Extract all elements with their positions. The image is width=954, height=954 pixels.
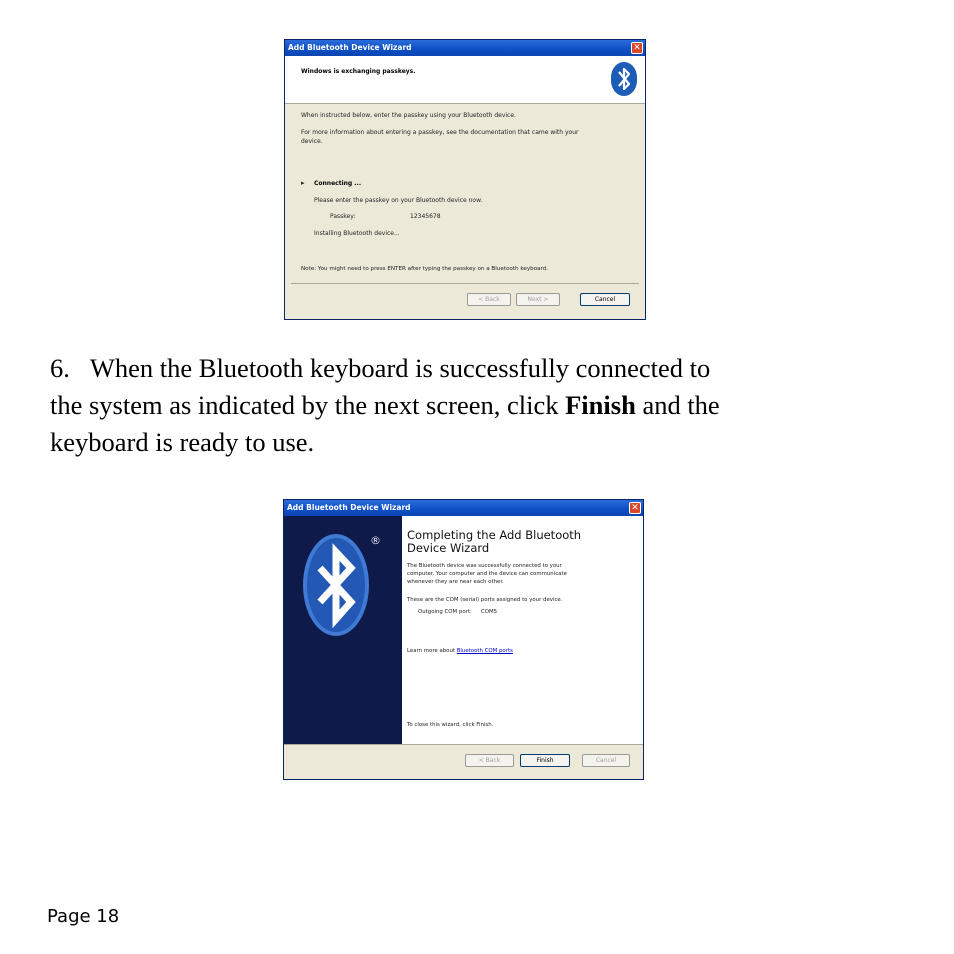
prompt-text: Please enter the passkey on your Bluetooth device now. [314,197,483,204]
note-text: Note: You might need to press ENTER after typing the passkey on a Bluetooth keyboard. [301,266,549,272]
wizard-header [285,56,645,104]
line1-text: When the Bluetooth keyboard is successfully connected to [89,353,711,383]
more-info-text: For more information about entering a passkey, see the documentation that came with your [301,129,579,136]
instruction-line-1 [50,350,870,387]
com-ports-link[interactable]: Bluetooth COM ports [456,648,513,654]
next-button[interactable]: Next > [516,293,560,306]
finish-emphasis: Finish [565,390,636,420]
passkey-value: 12345678 [410,213,441,220]
arrow-icon: ▸ [301,179,305,187]
line2-text: the system as indicated by the next screen, click [50,390,566,420]
cancel-button[interactable]: Cancel [580,293,630,306]
back-button[interactable]: < Back [467,293,511,306]
wizard-content [402,516,643,744]
more-info-text-cont: device. [301,138,323,145]
page-title-cont: Device Wizard [407,541,490,555]
pairing-wizard-dialog [284,39,646,320]
dialog-titlebar: Add Bluetooth Device Wizard [285,40,645,56]
back-button[interactable]: < Back [465,754,514,767]
wizard-side-banner [284,516,402,744]
finish-button[interactable]: Finish [520,754,570,767]
outgoing-port-value: COM5 [481,609,498,615]
instruction-line-3: keyboard is ready to use. [50,427,315,457]
installing-text: Installing Bluetooth device... [314,230,400,237]
bluetooth-logo-icon [284,516,402,744]
learn-more-text [407,648,513,654]
passkey-label: Passkey: [330,213,356,220]
completion-wizard-dialog [283,499,644,780]
instruction-text: When instructed below, enter the passkey using your Bluetooth device. [301,112,516,119]
outgoing-port-label: Outgoing COM port: [418,609,472,615]
registered-mark: ® [370,534,381,547]
close-icon[interactable]: ✕ [631,42,643,54]
close-icon[interactable]: ✕ [629,502,641,514]
step-number: 6. [50,353,70,383]
learn-more-prefix: Learn more about [407,648,457,654]
bluetooth-icon [611,62,637,96]
instruction-line-2 [50,387,870,424]
header-title: Windows is exchanging passkeys. [301,68,416,75]
success-text-2: computer. Your computer and the device can communicate [407,571,567,577]
button-separator [291,283,639,284]
line2-tail: and the [635,390,720,420]
cancel-button[interactable]: Cancel [582,754,630,767]
success-text-3: whenever they are near each other. [407,579,504,585]
dialog-titlebar: Add Bluetooth Device Wizard [284,500,643,516]
page-number: Page 18 [47,906,120,927]
button-separator [284,744,643,745]
close-hint: To close this wizard, click Finish. [407,722,494,728]
instruction-paragraph [50,350,870,461]
success-text: The Bluetooth device was successfully connected to your [407,563,562,569]
status-text: Connecting ... [314,180,362,187]
ports-intro: These are the COM (serial) ports assigned to your device. [407,597,563,603]
page-title: Completing the Add Bluetooth [407,528,582,542]
